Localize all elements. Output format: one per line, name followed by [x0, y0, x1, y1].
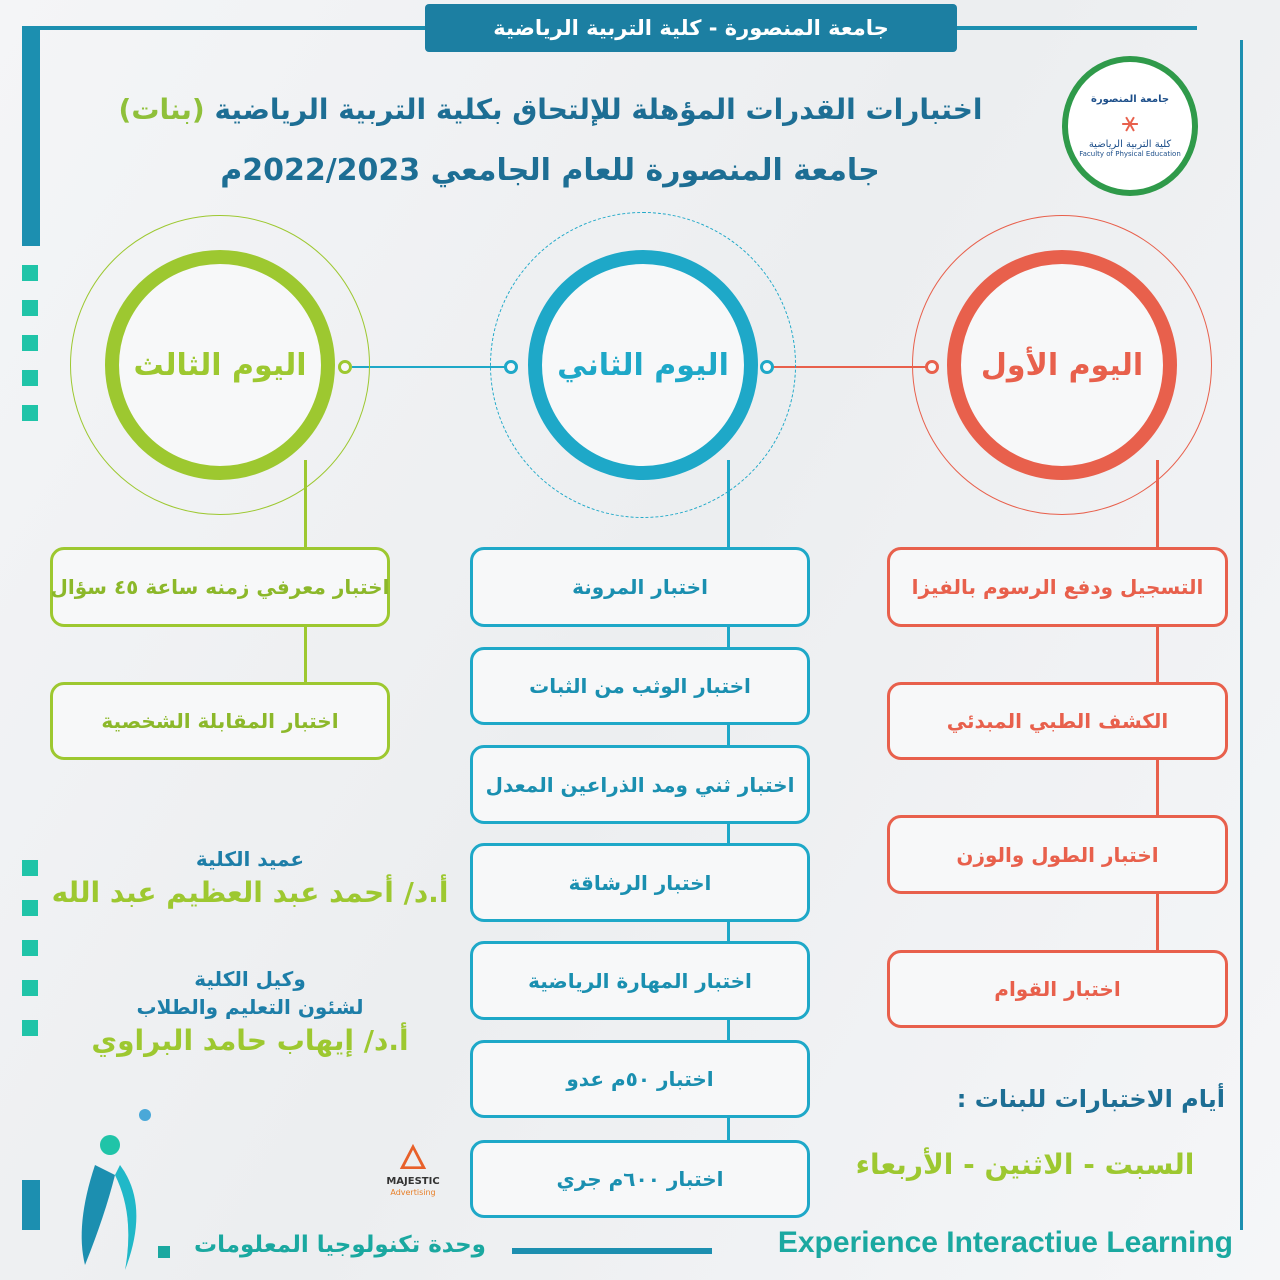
- day2-test: اختبار المرونة: [470, 547, 810, 627]
- schedule-days: السبت - الاثنين - الأربعاء: [855, 1148, 1195, 1181]
- vice-dean-signature: [45, 965, 455, 1061]
- vice-title: لشئون التعليم والطلاب: [136, 995, 364, 1019]
- decor-square: [22, 370, 38, 386]
- logo-text: كلية التربية الرياضية: [1088, 139, 1172, 150]
- phoenix-icon: 🜂: [398, 1138, 428, 1178]
- dean-title: عميد الكلية: [195, 847, 305, 871]
- day3-circle: اليوم الثالث: [105, 250, 335, 480]
- vice-title: وكيل الكلية: [194, 967, 306, 991]
- day1-test: اختبار القوام: [887, 950, 1228, 1028]
- decor-square: [22, 335, 38, 351]
- frame-line: [957, 26, 1197, 30]
- sponsor-name: MAJESTIC: [386, 1176, 440, 1187]
- footer-arabic: وحدة تكنولوجيا المعلومات: [194, 1232, 486, 1258]
- connector-line: [772, 366, 932, 368]
- header-banner: جامعة المنصورة - كلية التربية الرياضية: [425, 4, 957, 52]
- day1-test: اختبار الطول والوزن: [887, 815, 1228, 894]
- day1-test: التسجيل ودفع الرسوم بالفيزا: [887, 547, 1228, 627]
- connector-line: [352, 366, 512, 368]
- frame-line: [1240, 40, 1243, 1230]
- vice-name: أ.د/ إيهاب حامد البراوي: [91, 1024, 409, 1057]
- footer-english: Experience Interactiue Learning: [777, 1226, 1233, 1259]
- day3-test: اختبار معرفي زمنه ساعة ٤٥ سؤال: [50, 547, 390, 627]
- day1-test: الكشف الطبي المبدئي: [887, 682, 1228, 760]
- day2-test: اختبار المهارة الرياضية: [470, 941, 810, 1020]
- decor-square: [22, 405, 38, 421]
- title-main: اختبارات القدرات المؤهلة للإلتحاق بكلية التربية الرياضية: [204, 93, 983, 126]
- page-title: [48, 90, 1053, 130]
- frame-line: [22, 26, 40, 246]
- day2-test: اختبار ٥٠م عدو: [470, 1040, 810, 1118]
- decor-square: [22, 860, 38, 876]
- decor-square: [22, 940, 38, 956]
- athlete-logo-icon: [65, 1105, 165, 1275]
- page-subtitle: جامعة المنصورة للعام الجامعي 2022/2023م: [220, 153, 880, 188]
- schedule-label: أيام الاختبارات للبنات :: [956, 1085, 1225, 1113]
- day2-test: اختبار الوثب من الثبات: [470, 647, 810, 725]
- logo-text: جامعة المنصورة: [1090, 94, 1170, 105]
- day2-circle: اليوم الثاني: [528, 250, 758, 480]
- day2-test: اختبار الرشاقة: [470, 843, 810, 922]
- day1-circle: اليوم الأول: [947, 250, 1177, 480]
- day2-test: اختبار ٦٠٠م جري: [470, 1140, 810, 1218]
- faculty-logo: جامعة المنصورة ⚹ كلية التربية الرياضية Faculty of Physical Education: [1062, 56, 1198, 196]
- logo-text: Faculty of Physical Education: [1079, 150, 1181, 158]
- dean-name: أ.د/ أحمد عبد العظيم عبد الله: [51, 876, 449, 909]
- sponsor-sub: Advertising: [390, 1188, 436, 1197]
- day2-test: اختبار ثني ومد الذراعين المعدل: [470, 745, 810, 824]
- title-highlight: (بنات): [118, 93, 205, 126]
- decor-square: [158, 1246, 170, 1258]
- decor-square: [22, 265, 38, 281]
- footer-divider: [512, 1248, 712, 1254]
- decor-square: [22, 900, 38, 916]
- frame-line: [22, 26, 425, 30]
- frame-line: [22, 1180, 40, 1230]
- sponsor-logo: [368, 1140, 458, 1198]
- decor-square: [22, 300, 38, 316]
- day3-test: اختبار المقابلة الشخصية: [50, 682, 390, 760]
- decor-square: [22, 980, 38, 996]
- decor-square: [22, 1020, 38, 1036]
- dean-signature: [45, 845, 455, 913]
